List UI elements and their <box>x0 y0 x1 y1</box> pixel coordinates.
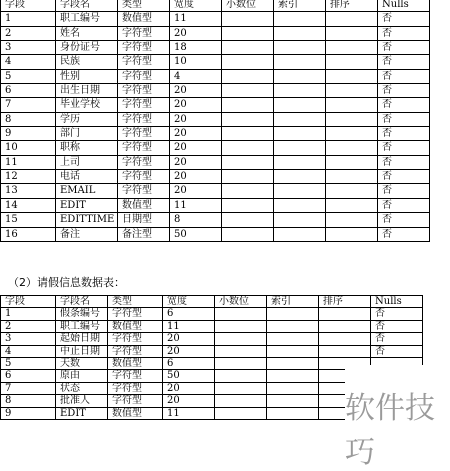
table-cell: 4 <box>1 55 56 69</box>
table-cell: 9 <box>1 127 56 141</box>
header-cell: 类型 <box>108 296 163 308</box>
table-row <box>1 333 423 345</box>
table-row <box>1 141 430 155</box>
table-cell: 字符型 <box>108 395 163 407</box>
table-cell: 6 <box>163 308 215 320</box>
table-cell: 14 <box>1 198 56 212</box>
table-cell: 否 <box>378 170 430 184</box>
table-cell: 20 <box>170 141 222 155</box>
table-cell <box>326 12 378 26</box>
table-row <box>1 26 430 40</box>
table-cell: 否 <box>378 112 430 126</box>
table-cell <box>222 98 274 112</box>
table-cell: 数值型 <box>108 320 163 332</box>
table-cell: 否 <box>371 333 423 345</box>
table-cell <box>215 407 267 419</box>
table-cell <box>215 320 267 332</box>
table-cell: 字符型 <box>118 26 170 40</box>
table-cell <box>267 358 319 370</box>
table-cell <box>222 170 274 184</box>
table-cell: 16 <box>1 227 56 241</box>
table-cell <box>274 170 326 184</box>
table-cell: 15 <box>1 213 56 227</box>
table-cell: 起始日期 <box>56 333 108 345</box>
table-row <box>1 320 423 332</box>
table-cell: 2 <box>1 320 56 332</box>
table-cell <box>274 198 326 212</box>
table-cell: 数值型 <box>108 358 163 370</box>
table-cell <box>222 227 274 241</box>
table-cell: 备注 <box>56 227 118 241</box>
table-cell <box>326 41 378 55</box>
table-cell: 字符型 <box>118 141 170 155</box>
table-cell: 字符型 <box>118 69 170 83</box>
table-row <box>1 112 430 126</box>
table-cell: 否 <box>378 26 430 40</box>
table-cell: 20 <box>163 395 215 407</box>
table-cell: 上司 <box>56 155 118 169</box>
table-cell <box>222 141 274 155</box>
table-cell: 否 <box>378 41 430 55</box>
table-cell: 职称 <box>56 141 118 155</box>
table-cell: 20 <box>163 345 215 357</box>
table-cell <box>274 227 326 241</box>
table-cell: 20 <box>170 112 222 126</box>
table-row <box>1 12 430 26</box>
table-row <box>1 227 430 241</box>
table-cell: 10 <box>170 55 222 69</box>
table-cell: 8 <box>1 395 56 407</box>
table-cell: 20 <box>170 184 222 198</box>
table-cell <box>222 198 274 212</box>
table-cell <box>319 345 371 357</box>
table-row <box>1 213 430 227</box>
header-cell: Nulls <box>371 296 423 308</box>
header-cell: 索引 <box>274 0 326 12</box>
table-cell <box>274 55 326 69</box>
table-row <box>1 98 430 112</box>
table-row <box>1 41 430 55</box>
table-cell: 数值型 <box>118 12 170 26</box>
table-cell <box>215 382 267 394</box>
table-cell <box>326 127 378 141</box>
table-cell: 否 <box>371 345 423 357</box>
table-cell <box>222 69 274 83</box>
table-cell: EMAIL <box>56 184 118 198</box>
field-table-employee <box>0 0 430 242</box>
table-cell <box>326 26 378 40</box>
table-cell: 原由 <box>56 370 108 382</box>
table-cell <box>215 395 267 407</box>
table-cell <box>326 198 378 212</box>
table-cell <box>326 213 378 227</box>
table-cell: 否 <box>378 12 430 26</box>
table-cell: 20 <box>163 333 215 345</box>
table-cell: 10 <box>1 141 56 155</box>
table-cell: 字符型 <box>118 112 170 126</box>
table-cell: 1 <box>1 12 56 26</box>
table-cell <box>222 155 274 169</box>
table-cell: 假条编号 <box>56 308 108 320</box>
table-cell <box>215 370 267 382</box>
table-cell <box>274 41 326 55</box>
table-cell: 50 <box>163 370 215 382</box>
table-cell <box>222 127 274 141</box>
table-row <box>1 127 430 141</box>
table-cell: 6 <box>1 84 56 98</box>
table-cell: 20 <box>170 84 222 98</box>
table-cell: 11 <box>1 155 56 169</box>
table-cell: 职工编号 <box>56 12 118 26</box>
table-cell <box>222 55 274 69</box>
table-cell: 否 <box>378 227 430 241</box>
header-cell: 小数位 <box>215 296 267 308</box>
table-cell <box>222 84 274 98</box>
table-cell <box>319 308 371 320</box>
table-cell: 13 <box>1 184 56 198</box>
table-cell <box>274 155 326 169</box>
header-cell: 排序 <box>319 296 371 308</box>
table-cell <box>274 213 326 227</box>
table-cell <box>274 184 326 198</box>
table-cell: 字符型 <box>118 55 170 69</box>
table-row <box>1 170 430 184</box>
table-cell: 字符型 <box>108 308 163 320</box>
header-cell: 字段 <box>1 296 56 308</box>
table-cell: 姓名 <box>56 26 118 40</box>
table-cell <box>222 213 274 227</box>
table-cell: 4 <box>1 345 56 357</box>
table-cell: 否 <box>378 69 430 83</box>
table-cell <box>267 370 319 382</box>
table-cell: 11 <box>170 12 222 26</box>
header-cell: 字段 <box>1 0 56 12</box>
table-cell: 6 <box>1 370 56 382</box>
table-cell <box>326 112 378 126</box>
table-cell <box>319 333 371 345</box>
table-cell: 字符型 <box>118 127 170 141</box>
watermark-text: 软件技巧 <box>345 391 435 470</box>
table-cell <box>274 69 326 83</box>
table2-caption: （2）请假信息数据表： <box>8 276 125 289</box>
table-cell: 5 <box>1 69 56 83</box>
table-cell: 9 <box>1 407 56 419</box>
table-cell: 批准人 <box>56 395 108 407</box>
table-cell <box>215 358 267 370</box>
table-cell <box>267 333 319 345</box>
table-row <box>1 345 423 357</box>
table-cell: 电话 <box>56 170 118 184</box>
table-cell: 字符型 <box>108 345 163 357</box>
table-cell: 字符型 <box>118 41 170 55</box>
header-cell: 字段名 <box>56 296 108 308</box>
table-cell <box>326 141 378 155</box>
table-cell: EDITTIME <box>56 213 118 227</box>
table-cell <box>274 141 326 155</box>
header-row <box>1 296 423 308</box>
table-cell: 否 <box>378 55 430 69</box>
table-cell <box>274 112 326 126</box>
table-cell: 否 <box>378 184 430 198</box>
table-cell: EDIT <box>56 407 108 419</box>
table-cell <box>326 227 378 241</box>
table-cell: 否 <box>378 141 430 155</box>
table-cell: 20 <box>170 127 222 141</box>
table-cell <box>274 84 326 98</box>
header-cell: 排序 <box>326 0 378 12</box>
table-cell: 否 <box>371 308 423 320</box>
table-cell: 6 <box>163 358 215 370</box>
table-cell <box>274 127 326 141</box>
table-cell: 字符型 <box>118 155 170 169</box>
header-row <box>1 0 430 12</box>
table-cell <box>274 12 326 26</box>
header-cell: 字段名 <box>56 0 118 12</box>
table-cell <box>326 98 378 112</box>
table-cell: 字符型 <box>118 184 170 198</box>
table-cell <box>222 26 274 40</box>
header-cell: 类型 <box>118 0 170 12</box>
table-cell: 8 <box>1 112 56 126</box>
table-cell: 20 <box>170 98 222 112</box>
table-cell <box>326 155 378 169</box>
table-cell: 20 <box>170 155 222 169</box>
table-cell: 3 <box>1 41 56 55</box>
table-cell: 1 <box>1 308 56 320</box>
table-cell: 字符型 <box>118 170 170 184</box>
table-cell: 民族 <box>56 55 118 69</box>
header-cell: Nulls <box>378 0 430 12</box>
table-cell: 字符型 <box>108 370 163 382</box>
table-cell: 11 <box>163 320 215 332</box>
table-cell: 否 <box>378 98 430 112</box>
table-cell: 20 <box>170 26 222 40</box>
table-row <box>1 198 430 212</box>
table-cell <box>267 308 319 320</box>
table-cell: 字符型 <box>118 84 170 98</box>
table-cell: 日期型 <box>118 213 170 227</box>
table-row <box>1 184 430 198</box>
table-cell: 11 <box>170 198 222 212</box>
table-cell: 否 <box>378 127 430 141</box>
table-cell <box>267 395 319 407</box>
table-cell: 7 <box>1 382 56 394</box>
table-cell: 5 <box>1 358 56 370</box>
table-cell <box>326 184 378 198</box>
header-cell: 索引 <box>267 296 319 308</box>
table-cell <box>222 12 274 26</box>
table-cell <box>267 320 319 332</box>
watermark <box>345 365 450 470</box>
table-cell <box>319 320 371 332</box>
table-cell: 身份证号 <box>56 41 118 55</box>
table-cell: 否 <box>371 320 423 332</box>
table-row <box>1 308 423 320</box>
table-cell: 否 <box>378 84 430 98</box>
table-cell <box>326 84 378 98</box>
table-cell: 中止日期 <box>56 345 108 357</box>
table-cell: 字符型 <box>118 98 170 112</box>
table-cell <box>274 98 326 112</box>
table-cell: 12 <box>1 170 56 184</box>
table-cell: 3 <box>1 333 56 345</box>
table-cell <box>215 333 267 345</box>
table-row <box>1 55 430 69</box>
table-cell: 20 <box>170 170 222 184</box>
table-cell <box>326 55 378 69</box>
header-cell: 小数位 <box>222 0 274 12</box>
table-row <box>1 69 430 83</box>
table-cell: 18 <box>170 41 222 55</box>
table-cell <box>267 382 319 394</box>
table-cell: EDIT <box>56 198 118 212</box>
table-cell: 部门 <box>56 127 118 141</box>
table-cell <box>274 26 326 40</box>
table-row <box>1 84 430 98</box>
table-cell: 否 <box>378 155 430 169</box>
header-cell: 宽度 <box>170 0 222 12</box>
table-cell: 字符型 <box>108 333 163 345</box>
table-cell: 备注型 <box>118 227 170 241</box>
table-cell: 数值型 <box>118 198 170 212</box>
table-cell: 性别 <box>56 69 118 83</box>
table-cell: 状态 <box>56 382 108 394</box>
table-cell <box>326 69 378 83</box>
table-cell: 毕业学校 <box>56 98 118 112</box>
table-cell <box>267 345 319 357</box>
table-cell: 字符型 <box>108 382 163 394</box>
table-cell: 学历 <box>56 112 118 126</box>
table-cell: 8 <box>170 213 222 227</box>
table-cell <box>267 407 319 419</box>
table-cell: 数值型 <box>108 407 163 419</box>
table-row <box>1 155 430 169</box>
table-cell: 11 <box>163 407 215 419</box>
table-cell <box>215 308 267 320</box>
table-cell <box>326 170 378 184</box>
table-cell: 天数 <box>56 358 108 370</box>
table-cell: 7 <box>1 98 56 112</box>
table-cell: 4 <box>170 69 222 83</box>
table-cell <box>222 184 274 198</box>
table-cell <box>215 345 267 357</box>
table-cell: 否 <box>378 213 430 227</box>
table-cell: 2 <box>1 26 56 40</box>
header-cell: 宽度 <box>163 296 215 308</box>
table-cell: 50 <box>170 227 222 241</box>
table-cell <box>222 41 274 55</box>
table-cell: 出生日期 <box>56 84 118 98</box>
table-cell: 20 <box>163 382 215 394</box>
table-cell: 职工编号 <box>56 320 108 332</box>
table-cell <box>222 112 274 126</box>
table-cell: 否 <box>378 198 430 212</box>
